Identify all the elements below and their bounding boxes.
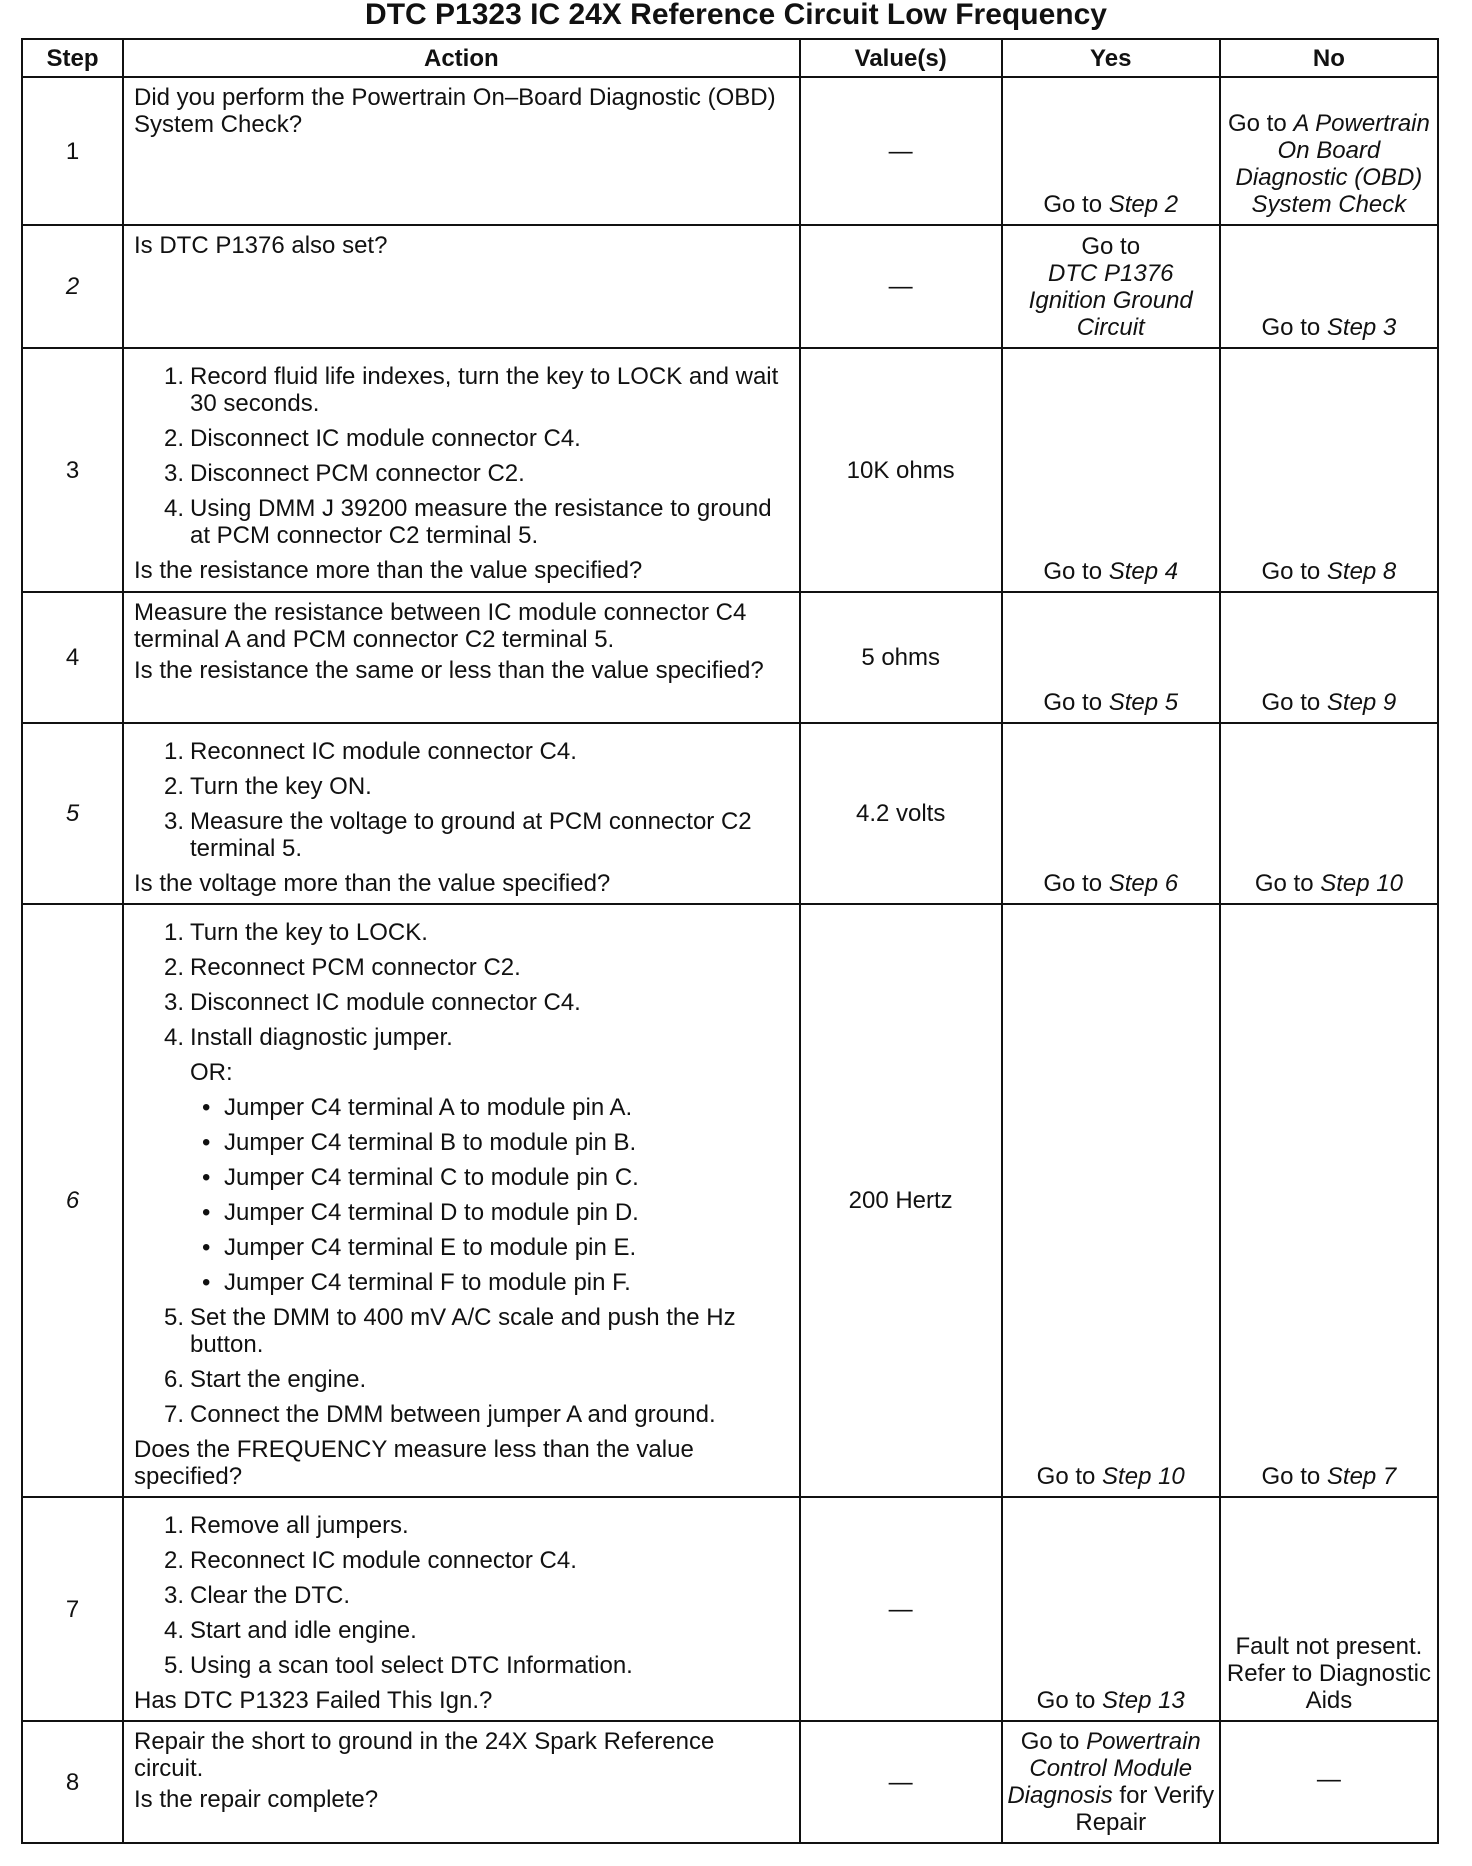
bullet-text: Jumper C4 terminal A to module pin A.: [223, 1094, 633, 1121]
question-text: Is the resistance the same or less than the value specified?: [133, 657, 764, 684]
header-value: Value(s): [800, 39, 1002, 77]
goto-label: Go to: [1227, 110, 1287, 137]
no-cell: [1220, 348, 1438, 592]
instruction-text: Turn the key to LOCK.: [189, 919, 428, 946]
question-text: Is the repair complete?: [133, 1786, 379, 1813]
yes-cell: [1002, 904, 1220, 1497]
value-cell: 4.2 volts: [800, 723, 1002, 904]
list-item: 5. Using a scan tool select DTC Information.: [163, 1652, 633, 1679]
yes-cell: [1002, 1497, 1220, 1721]
list-item: 5. Set the DMM to 400 mV A/C scale and push the Hz button.: [163, 1304, 736, 1358]
table-row: [22, 592, 1438, 723]
header-no: No: [1220, 39, 1438, 77]
instruction-text: Remove all jumpers.: [189, 1512, 409, 1539]
yes-reference: Step 13: [1102, 1687, 1185, 1714]
instruction-text: Reconnect IC module connector C4.: [189, 738, 577, 765]
instruction-text: Reconnect PCM connector C2.: [189, 954, 521, 981]
value-cell: 5 ohms: [800, 592, 1002, 723]
no-cell: —: [1220, 1721, 1438, 1843]
goto-label: Go to: [1020, 1728, 1080, 1755]
value-cell: —: [800, 1721, 1002, 1843]
question-text: Does the FREQUENCY measure less than the value specified?: [133, 1436, 694, 1490]
value-cell: —: [800, 1497, 1002, 1721]
list-item: • Jumper C4 terminal F to module pin F.: [201, 1269, 631, 1296]
list-item: • Jumper C4 terminal A to module pin A.: [201, 1094, 633, 1121]
header-step: Step: [22, 39, 123, 77]
yes-cell: [1002, 723, 1220, 904]
diagnostic-table: [21, 38, 1439, 1844]
question-text: Is the voltage more than the value specified?: [133, 870, 611, 897]
step-number: 2: [22, 225, 123, 348]
list-item: 4. Install diagnostic jumper.: [163, 1024, 453, 1051]
bullet-text: Jumper C4 terminal C to module pin C.: [223, 1164, 639, 1191]
list-item: 1. Turn the key to LOCK.: [163, 919, 428, 946]
list-item: 2. Reconnect IC module connector C4.: [163, 1547, 577, 1574]
action-cell: [123, 723, 800, 904]
value-cell: —: [800, 225, 1002, 348]
instruction-text: Install diagnostic jumper.: [189, 1024, 453, 1051]
instruction-text: Turn the key ON.: [189, 773, 372, 800]
instruction-list: [134, 363, 789, 549]
yes-reference-tail: for Verify Repair: [1075, 1782, 1215, 1836]
instruction-text: Using a scan tool select DTC Information.: [189, 1652, 633, 1679]
table-row: [22, 225, 1438, 348]
yes-cell: [1002, 1721, 1220, 1843]
list-item: • Jumper C4 terminal D to module pin D.: [201, 1199, 639, 1226]
step-number: 1: [22, 77, 123, 225]
instruction-text: Connect the DMM between jumper A and ground.: [189, 1401, 716, 1428]
question-text: Has DTC P1323 Failed This Ign.?: [133, 1687, 493, 1714]
list-item: 1. Reconnect IC module connector C4.: [163, 738, 577, 765]
goto-label: Go to: [1036, 1463, 1096, 1490]
instruction-text: Clear the DTC.: [189, 1582, 351, 1609]
bullet-text: Jumper C4 terminal B to module pin B.: [223, 1129, 637, 1156]
list-item: • Jumper C4 terminal C to module pin C.: [201, 1164, 639, 1191]
jumper-list: [134, 1094, 789, 1296]
list-item: 1. Remove all jumpers.: [163, 1512, 409, 1539]
page-title: DTC P1323 IC 24X Reference Circuit Low Frequency: [365, 0, 1107, 31]
action-cell: [123, 1721, 800, 1843]
list-item: 3. Disconnect PCM connector C2.: [163, 460, 525, 487]
goto-label: Go to: [1254, 870, 1314, 897]
step-number: 5: [22, 723, 123, 904]
action-cell: [123, 225, 800, 348]
list-item: 1. Record fluid life indexes, turn the key to LOCK and wait 30 seconds.: [163, 363, 779, 417]
instruction-text: Disconnect PCM connector C2.: [189, 460, 525, 487]
header-yes: Yes: [1002, 39, 1220, 77]
list-item: 4. Start and idle engine.: [163, 1617, 417, 1644]
instruction-text: Disconnect IC module connector C4.: [189, 425, 581, 452]
no-reference: Step 7: [1326, 1463, 1397, 1490]
instruction-text: Start and idle engine.: [189, 1617, 417, 1644]
no-reference: Step 3: [1326, 314, 1397, 341]
table-row: [22, 723, 1438, 904]
instruction-text: Record fluid life indexes, turn the key to LOCK and wait 30 seconds.: [189, 363, 779, 417]
action-text: Did you perform the Powertrain On–Board Diagnostic (OBD) System Check?: [133, 84, 776, 138]
goto-label: Go to: [1043, 689, 1103, 716]
instruction-list: [134, 1512, 789, 1679]
list-item: • Jumper C4 terminal B to module pin B.: [201, 1129, 637, 1156]
instruction-text: Start the engine.: [189, 1366, 367, 1393]
no-cell: [1220, 225, 1438, 348]
yes-cell: [1002, 348, 1220, 592]
goto-label: Go to: [1261, 558, 1321, 585]
goto-label: Go to: [1261, 1463, 1321, 1490]
goto-label: Go to: [1043, 558, 1103, 585]
list-item: 3. Measure the voltage to ground at PCM connector C2 terminal 5.: [163, 808, 752, 862]
action-cell: [123, 1497, 800, 1721]
step-number: 6: [22, 904, 123, 1497]
no-cell: [1220, 904, 1438, 1497]
no-cell: [1220, 77, 1438, 225]
list-item: 2. Turn the key ON.: [163, 773, 372, 800]
instruction-list: [134, 738, 789, 862]
list-item: 4. Using DMM J 39200 measure the resistance to ground at PCM connector C2 terminal 5.: [163, 495, 772, 549]
header-action: Action: [123, 39, 800, 77]
list-item: 6. Start the engine.: [163, 1366, 367, 1393]
instruction-text: Using DMM J 39200 measure the resistance to ground at PCM connector C2 terminal 5.: [189, 495, 772, 549]
goto-label: Go to: [1081, 233, 1141, 260]
instruction-list: [134, 1304, 789, 1428]
instruction-text: Disconnect IC module connector C4.: [189, 989, 581, 1016]
step-number: 8: [22, 1721, 123, 1843]
step-number: 4: [22, 592, 123, 723]
yes-reference: Powertrain Control Module Diagnosis: [1007, 1728, 1201, 1809]
yes-reference: Step 10: [1102, 1463, 1185, 1490]
question-text: Is the resistance more than the value specified?: [133, 557, 643, 584]
instruction-list: [134, 919, 789, 1051]
list-item: 3. Clear the DTC.: [163, 1582, 351, 1609]
yes-cell: [1002, 77, 1220, 225]
table-row: [22, 348, 1438, 592]
table-row: [22, 1497, 1438, 1721]
action-cell: [123, 77, 800, 225]
action-text: Is DTC P1376 also set?: [133, 232, 388, 259]
table-row: [22, 77, 1438, 225]
no-cell: [1220, 592, 1438, 723]
yes-reference: DTC P1376 Ignition Ground Circuit: [1028, 260, 1193, 341]
no-cell: Fault not present. Refer to Diagnostic Aids: [1220, 1497, 1438, 1721]
action-text: Repair the short to ground in the 24X Spark Reference circuit.: [133, 1728, 715, 1782]
step-number: 3: [22, 348, 123, 592]
no-cell: [1220, 723, 1438, 904]
step-number: 7: [22, 1497, 123, 1721]
action-cell: [123, 348, 800, 592]
yes-reference: Step 4: [1108, 558, 1179, 585]
instruction-text: Reconnect IC module connector C4.: [189, 1547, 577, 1574]
goto-label: Go to: [1043, 870, 1103, 897]
table-row: [22, 904, 1438, 1497]
action-cell: [123, 904, 800, 1497]
instruction-text: Set the DMM to 400 mV A/C scale and push the Hz button.: [189, 1304, 736, 1358]
yes-cell: [1002, 225, 1220, 348]
yes-cell: [1002, 592, 1220, 723]
list-item: 3. Disconnect IC module connector C4.: [163, 989, 581, 1016]
bullet-text: Jumper C4 terminal E to module pin E.: [223, 1234, 637, 1261]
bullet-text: Jumper C4 terminal F to module pin F.: [223, 1269, 631, 1296]
no-reference: Step 10: [1320, 870, 1403, 897]
value-cell: 200 Hertz: [800, 904, 1002, 1497]
goto-label: Go to: [1261, 689, 1321, 716]
header-row: [22, 39, 1438, 77]
list-item: 2. Disconnect IC module connector C4.: [163, 425, 581, 452]
list-item: 7. Connect the DMM between jumper A and ground.: [163, 1401, 716, 1428]
no-reference: Step 8: [1326, 558, 1397, 585]
action-text: Measure the resistance between IC module connector C4 terminal A and PCM connector C2 terminal 5.: [133, 599, 747, 653]
yes-reference: Step 6: [1108, 870, 1179, 897]
table-row: [22, 1721, 1438, 1843]
action-cell: [123, 592, 800, 723]
no-reference: A Powertrain On Board Diagnostic (OBD) System Check: [1235, 110, 1430, 218]
yes-reference: Step 5: [1108, 689, 1179, 716]
no-reference: Step 9: [1326, 689, 1397, 716]
instruction-text: Measure the voltage to ground at PCM connector C2 terminal 5.: [189, 808, 752, 862]
goto-label: Go to: [1043, 191, 1103, 218]
list-item: 2. Reconnect PCM connector C2.: [163, 954, 521, 981]
value-cell: —: [800, 77, 1002, 225]
value-cell: 10K ohms: [800, 348, 1002, 592]
list-item: • Jumper C4 terminal E to module pin E.: [201, 1234, 637, 1261]
goto-label: Go to: [1036, 1687, 1096, 1714]
goto-label: Go to: [1261, 314, 1321, 341]
bullet-text: Jumper C4 terminal D to module pin D.: [223, 1199, 639, 1226]
or-label: OR:: [189, 1059, 233, 1086]
yes-reference: Step 2: [1108, 191, 1179, 218]
